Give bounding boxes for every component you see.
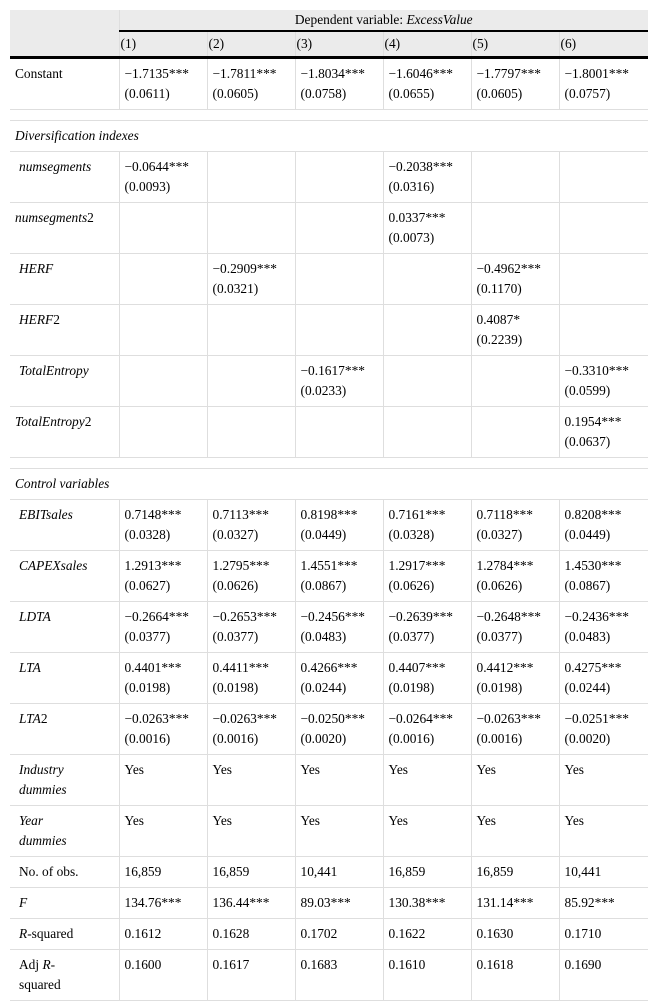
standard-error: (0.0483) — [300, 629, 347, 644]
variable-name: TotalEntropy — [15, 414, 85, 429]
coefficient-cell — [207, 602, 295, 653]
table-row — [10, 704, 648, 755]
coefficient: −0.2648*** — [476, 609, 541, 624]
coefficient: 0.7113*** — [212, 507, 269, 522]
standard-error: (0.0757) — [564, 86, 611, 101]
table-row-adj-r-squared — [10, 950, 648, 1001]
dummy-value-cell: Yes — [383, 755, 471, 806]
coefficient: −0.0250*** — [300, 711, 365, 726]
table-row-r-squared — [10, 919, 648, 950]
variable-suffix: 2 — [53, 312, 60, 327]
table-row-f — [10, 888, 648, 919]
standard-error: (0.0626) — [388, 578, 435, 593]
dummy-value-cell: Yes — [559, 806, 648, 857]
standard-error: (0.0316) — [388, 179, 435, 194]
standard-error: (0.1170) — [476, 281, 522, 296]
section-header-controls — [10, 469, 648, 500]
coefficient: −0.2664*** — [124, 609, 189, 624]
coefficient-cell — [119, 254, 207, 305]
model-number-5: (5) — [471, 31, 559, 58]
coefficient-cell — [119, 305, 207, 356]
variable-name: LTA — [19, 660, 41, 675]
coefficient: −1.8034*** — [300, 66, 365, 81]
r2-cell-6: 0.1710 — [559, 919, 648, 950]
coefficient: 0.4275*** — [564, 660, 622, 675]
f-cell-6: 85.92*** — [559, 888, 648, 919]
coefficient: −0.0644*** — [124, 159, 189, 174]
obs-cell-5: 16,859 — [471, 857, 559, 888]
coefficient: −0.4962*** — [476, 261, 541, 276]
row-label — [10, 500, 119, 551]
standard-error: (0.0867) — [300, 578, 347, 593]
standard-error: (0.0377) — [476, 629, 523, 644]
variable-name: LDTA — [19, 609, 51, 624]
adjr2-cell-4: 0.1610 — [383, 950, 471, 1001]
dummy-value-cell: Yes — [119, 806, 207, 857]
coefficient: −0.3310*** — [564, 363, 629, 378]
adj-r-squared-line2: squared — [19, 977, 61, 992]
coefficient: −0.2639*** — [388, 609, 453, 624]
table-row — [10, 254, 648, 305]
standard-error: (0.0611) — [124, 86, 170, 101]
f-cell-3: 89.03*** — [295, 888, 383, 919]
coefficient: 0.7161*** — [388, 507, 446, 522]
r-squared-suffix: -squared — [27, 926, 74, 941]
row-label — [10, 254, 119, 305]
coefficient: −0.0263*** — [476, 711, 541, 726]
standard-error: (0.0655) — [388, 86, 435, 101]
coefficient-cell — [471, 407, 559, 458]
coefficient: 0.4401*** — [124, 660, 182, 675]
standard-error: (0.0198) — [476, 680, 523, 695]
coefficient-cell — [383, 704, 471, 755]
f-cell-4: 130.38*** — [383, 888, 471, 919]
row-label-f: F — [10, 888, 119, 919]
table-row-constant — [10, 58, 648, 110]
r2-cell-4: 0.1622 — [383, 919, 471, 950]
coefficient-cell — [295, 602, 383, 653]
coefficient: −0.2909*** — [212, 261, 277, 276]
row-label — [10, 602, 119, 653]
f-cell-2: 136.44*** — [207, 888, 295, 919]
diversification-rows — [10, 152, 648, 458]
coefficient-cell — [119, 500, 207, 551]
standard-error: (0.0449) — [300, 527, 347, 542]
row-label-obs: No. of obs. — [10, 857, 119, 888]
coefficient-cell — [559, 305, 648, 356]
adj-r-squared-line1 — [19, 955, 119, 975]
table-row — [10, 602, 648, 653]
standard-error: (0.0321) — [212, 281, 259, 296]
coefficient-cell — [471, 704, 559, 755]
constant-cell-2 — [207, 58, 295, 110]
coefficient: −0.0263*** — [124, 711, 189, 726]
coefficient-cell — [471, 356, 559, 407]
coefficient: 0.7118*** — [476, 507, 533, 522]
constant-cell-4 — [383, 58, 471, 110]
coefficient-cell — [295, 704, 383, 755]
coefficient-cell — [207, 254, 295, 305]
variable-name: EBITsales — [19, 507, 73, 522]
variable-name: HERF — [19, 312, 54, 327]
variable-name: TotalEntropy — [19, 363, 89, 378]
coefficient-cell — [119, 602, 207, 653]
dummy-value-cell: Yes — [207, 755, 295, 806]
standard-error: (0.0449) — [564, 527, 611, 542]
table-row — [10, 407, 648, 458]
standard-error: (0.0637) — [564, 434, 611, 449]
coefficient-cell — [119, 203, 207, 254]
section-title-controls: Control variables — [10, 469, 648, 500]
constant-cell-6 — [559, 58, 648, 110]
coefficient-cell — [383, 653, 471, 704]
coefficient: 0.8208*** — [564, 507, 622, 522]
dummy-label-line1: Year — [19, 813, 44, 828]
table-row-obs — [10, 857, 648, 888]
standard-error: (0.0073) — [388, 230, 435, 245]
section-title-diversification: Diversification indexes — [10, 121, 648, 152]
dependent-variable-header — [10, 10, 648, 31]
coefficient-cell — [119, 551, 207, 602]
coefficient-cell — [471, 305, 559, 356]
r2-cell-3: 0.1702 — [295, 919, 383, 950]
table-row — [10, 356, 648, 407]
standard-error: (0.0377) — [124, 629, 171, 644]
coefficient-cell — [559, 254, 648, 305]
r2-cell-5: 0.1630 — [471, 919, 559, 950]
coefficient: 0.0337*** — [388, 210, 446, 225]
variable-suffix: 2 — [84, 414, 92, 429]
dummy-value-cell: Yes — [383, 806, 471, 857]
coefficient-cell — [559, 203, 648, 254]
row-label — [10, 356, 119, 407]
standard-error: (0.0198) — [124, 680, 171, 695]
standard-error: (0.0483) — [564, 629, 611, 644]
f-cell-1: 134.76*** — [119, 888, 207, 919]
control-rows — [10, 500, 648, 755]
standard-error: (0.0244) — [300, 680, 347, 695]
coefficient: −1.6046*** — [388, 66, 453, 81]
coefficient: −0.0264*** — [388, 711, 453, 726]
model-number-header — [10, 31, 648, 58]
regression-results-table — [10, 10, 648, 1001]
standard-error: (0.0016) — [124, 731, 171, 746]
standard-error: (0.0198) — [388, 680, 435, 695]
dummy-value-cell: Yes — [295, 806, 383, 857]
coefficient-cell — [207, 407, 295, 458]
dependent-variable-title — [119, 10, 648, 31]
variable-name: LTA — [19, 711, 41, 726]
obs-cell-1: 16,859 — [119, 857, 207, 888]
table-body — [10, 10, 648, 152]
table-row — [10, 653, 648, 704]
coefficient: −0.2456*** — [300, 609, 365, 624]
obs-cell-4: 16,859 — [383, 857, 471, 888]
coefficient-cell — [119, 356, 207, 407]
model-number-2: (2) — [207, 31, 295, 58]
constant-cell-5 — [471, 58, 559, 110]
model-number-6: (6) — [559, 31, 648, 58]
standard-error: (0.0328) — [388, 527, 435, 542]
coefficient: −1.8001*** — [564, 66, 629, 81]
coefficient-cell — [119, 704, 207, 755]
section-header-diversification — [10, 121, 648, 152]
r2-cell-2: 0.1628 — [207, 919, 295, 950]
coefficient-cell — [207, 152, 295, 203]
table-row-dummies — [10, 755, 648, 806]
coefficient: 1.2913*** — [124, 558, 182, 573]
coefficient-cell — [295, 305, 383, 356]
standard-error: (0.0244) — [564, 680, 611, 695]
row-label — [10, 152, 119, 203]
coefficient: 0.4412*** — [476, 660, 534, 675]
coefficient: 0.4407*** — [388, 660, 446, 675]
r-symbol: R — [19, 926, 28, 941]
row-label-r-squared — [10, 919, 119, 950]
coefficient: −0.2436*** — [564, 609, 629, 624]
standard-error: (0.0377) — [212, 629, 259, 644]
coefficient-cell — [295, 551, 383, 602]
f-cell-5: 131.14*** — [471, 888, 559, 919]
coefficient: 0.4087* — [476, 312, 521, 327]
dummy-label-line1: Industry — [19, 762, 64, 777]
standard-error: (0.0016) — [212, 731, 259, 746]
coefficient-cell — [383, 254, 471, 305]
dummy-value-cell: Yes — [471, 806, 559, 857]
standard-error: (0.0758) — [300, 86, 347, 101]
dummy-rows — [10, 755, 648, 857]
coefficient-cell — [207, 704, 295, 755]
coefficient-cell — [559, 356, 648, 407]
coefficient: 1.4530*** — [564, 558, 622, 573]
coefficient: −0.0251*** — [564, 711, 629, 726]
adjr2-cell-3: 0.1683 — [295, 950, 383, 1001]
coefficient: 0.4411*** — [212, 660, 269, 675]
row-label — [10, 203, 119, 254]
row-label — [10, 407, 119, 458]
standard-error: (0.0867) — [564, 578, 611, 593]
coefficient-cell — [295, 254, 383, 305]
row-label — [10, 551, 119, 602]
dummy-value-cell: Yes — [295, 755, 383, 806]
table-row — [10, 551, 648, 602]
standard-error: (0.0016) — [476, 731, 523, 746]
coefficient: 0.1954*** — [564, 414, 622, 429]
coefficient: −0.0263*** — [212, 711, 277, 726]
constant-cell-1 — [119, 58, 207, 110]
coefficient-cell — [471, 152, 559, 203]
coefficient-cell — [471, 203, 559, 254]
statistics-rows — [10, 857, 648, 1001]
coefficient: 1.2917*** — [388, 558, 446, 573]
standard-error: (0.0020) — [564, 731, 611, 746]
model-number-3: (3) — [295, 31, 383, 58]
coefficient-cell — [295, 152, 383, 203]
table-row — [10, 500, 648, 551]
model-number-4: (4) — [383, 31, 471, 58]
standard-error: (0.0020) — [300, 731, 347, 746]
standard-error: (0.0605) — [476, 86, 523, 101]
coefficient-cell — [207, 500, 295, 551]
coefficient-cell — [559, 551, 648, 602]
row-label — [10, 704, 119, 755]
coefficient-cell — [471, 551, 559, 602]
coefficient-cell — [207, 305, 295, 356]
dummy-value-cell: Yes — [471, 755, 559, 806]
coefficient-cell — [119, 653, 207, 704]
r-symbol: R — [42, 957, 51, 972]
row-label-dummies — [10, 806, 119, 857]
coefficient-cell — [471, 602, 559, 653]
coefficient-cell — [383, 551, 471, 602]
coefficient: 0.7148*** — [124, 507, 182, 522]
variable-suffix: 2 — [87, 210, 94, 225]
coefficient: 1.4551*** — [300, 558, 358, 573]
row-label-adj-r-squared — [10, 950, 119, 1001]
r2-cell-1: 0.1612 — [119, 919, 207, 950]
coefficient-cell — [383, 356, 471, 407]
standard-error: (0.0093) — [124, 179, 171, 194]
standard-error: (0.2239) — [476, 332, 523, 347]
coefficient-cell — [559, 500, 648, 551]
adjr2-cell-1: 0.1600 — [119, 950, 207, 1001]
adjr2-cell-2: 0.1617 — [207, 950, 295, 1001]
coefficient: −1.7811*** — [212, 66, 277, 81]
coefficient-cell — [383, 407, 471, 458]
table-row — [10, 305, 648, 356]
table-row — [10, 203, 648, 254]
adjr2-cell-5: 0.1618 — [471, 950, 559, 1001]
standard-error: (0.0233) — [300, 383, 347, 398]
row-label — [10, 305, 119, 356]
header-corner-lower — [10, 31, 119, 58]
coefficient-cell — [119, 407, 207, 458]
controls-section — [10, 458, 648, 500]
table-row — [10, 152, 648, 203]
coefficient-cell — [295, 356, 383, 407]
adj-prefix: Adj — [19, 957, 43, 972]
dependent-variable-prefix: Dependent variable: — [294, 12, 407, 27]
variable-name: CAPEXsales — [19, 558, 88, 573]
spacer-cell — [10, 110, 648, 121]
coefficient-cell — [295, 407, 383, 458]
coefficient: −0.2653*** — [212, 609, 277, 624]
coefficient-cell — [383, 602, 471, 653]
spacer-cell — [10, 458, 648, 469]
variable-suffix: 2 — [40, 711, 48, 726]
coefficient: 1.2795*** — [212, 558, 270, 573]
dummy-label-line2: dummies — [19, 782, 67, 797]
dummy-value-cell: Yes — [119, 755, 207, 806]
coefficient: −0.2038*** — [388, 159, 453, 174]
obs-cell-6: 10,441 — [559, 857, 648, 888]
coefficient-cell — [559, 407, 648, 458]
variable-name: HERF — [19, 261, 54, 276]
header-corner — [10, 10, 119, 31]
standard-error: (0.0626) — [212, 578, 259, 593]
row-label-constant: Constant — [10, 58, 119, 110]
spacer-row — [10, 110, 648, 121]
standard-error: (0.0328) — [124, 527, 171, 542]
dummy-value-cell: Yes — [207, 806, 295, 857]
coefficient-cell — [295, 203, 383, 254]
coefficient-cell — [383, 203, 471, 254]
coefficient: 0.4266*** — [300, 660, 358, 675]
coefficient-cell — [559, 602, 648, 653]
standard-error: (0.0627) — [124, 578, 171, 593]
coefficient-cell — [383, 152, 471, 203]
coefficient: −1.7135*** — [124, 66, 189, 81]
row-label — [10, 653, 119, 704]
obs-cell-2: 16,859 — [207, 857, 295, 888]
row-label-dummies — [10, 755, 119, 806]
table-row-dummies — [10, 806, 648, 857]
coefficient-cell — [207, 653, 295, 704]
coefficient-cell — [295, 500, 383, 551]
coefficient: 0.8198*** — [300, 507, 358, 522]
standard-error: (0.0327) — [212, 527, 259, 542]
coefficient-cell — [295, 653, 383, 704]
standard-error: (0.0016) — [388, 731, 435, 746]
coefficient-cell — [119, 152, 207, 203]
constant-cell-3 — [295, 58, 383, 110]
coefficient-cell — [383, 305, 471, 356]
obs-cell-3: 10,441 — [295, 857, 383, 888]
coefficient-cell — [207, 203, 295, 254]
model-number-1: (1) — [119, 31, 207, 58]
variable-name: numsegments — [15, 210, 88, 225]
variable-name: numsegments — [19, 159, 92, 174]
spacer-row — [10, 458, 648, 469]
adj-dash: - — [50, 957, 56, 972]
coefficient-cell — [559, 152, 648, 203]
coefficient-cell — [383, 500, 471, 551]
coefficient: −1.7797*** — [476, 66, 541, 81]
standard-error: (0.0327) — [476, 527, 523, 542]
coefficient-cell — [471, 254, 559, 305]
coefficient-cell — [471, 653, 559, 704]
coefficient-cell — [559, 653, 648, 704]
coefficient-cell — [207, 356, 295, 407]
standard-error: (0.0599) — [564, 383, 611, 398]
coefficient-cell — [207, 551, 295, 602]
standard-error: (0.0626) — [476, 578, 523, 593]
standard-error: (0.0605) — [212, 86, 259, 101]
coefficient: −0.1617*** — [300, 363, 365, 378]
standard-error: (0.0198) — [212, 680, 259, 695]
coefficient-cell — [559, 704, 648, 755]
coefficient: 1.2784*** — [476, 558, 534, 573]
adjr2-cell-6: 0.1690 — [559, 950, 648, 1001]
dummy-value-cell: Yes — [559, 755, 648, 806]
dummy-label-line2: dummies — [19, 833, 67, 848]
coefficient-cell — [471, 500, 559, 551]
standard-error: (0.0377) — [388, 629, 435, 644]
dependent-variable-name: ExcessValue — [406, 12, 473, 27]
